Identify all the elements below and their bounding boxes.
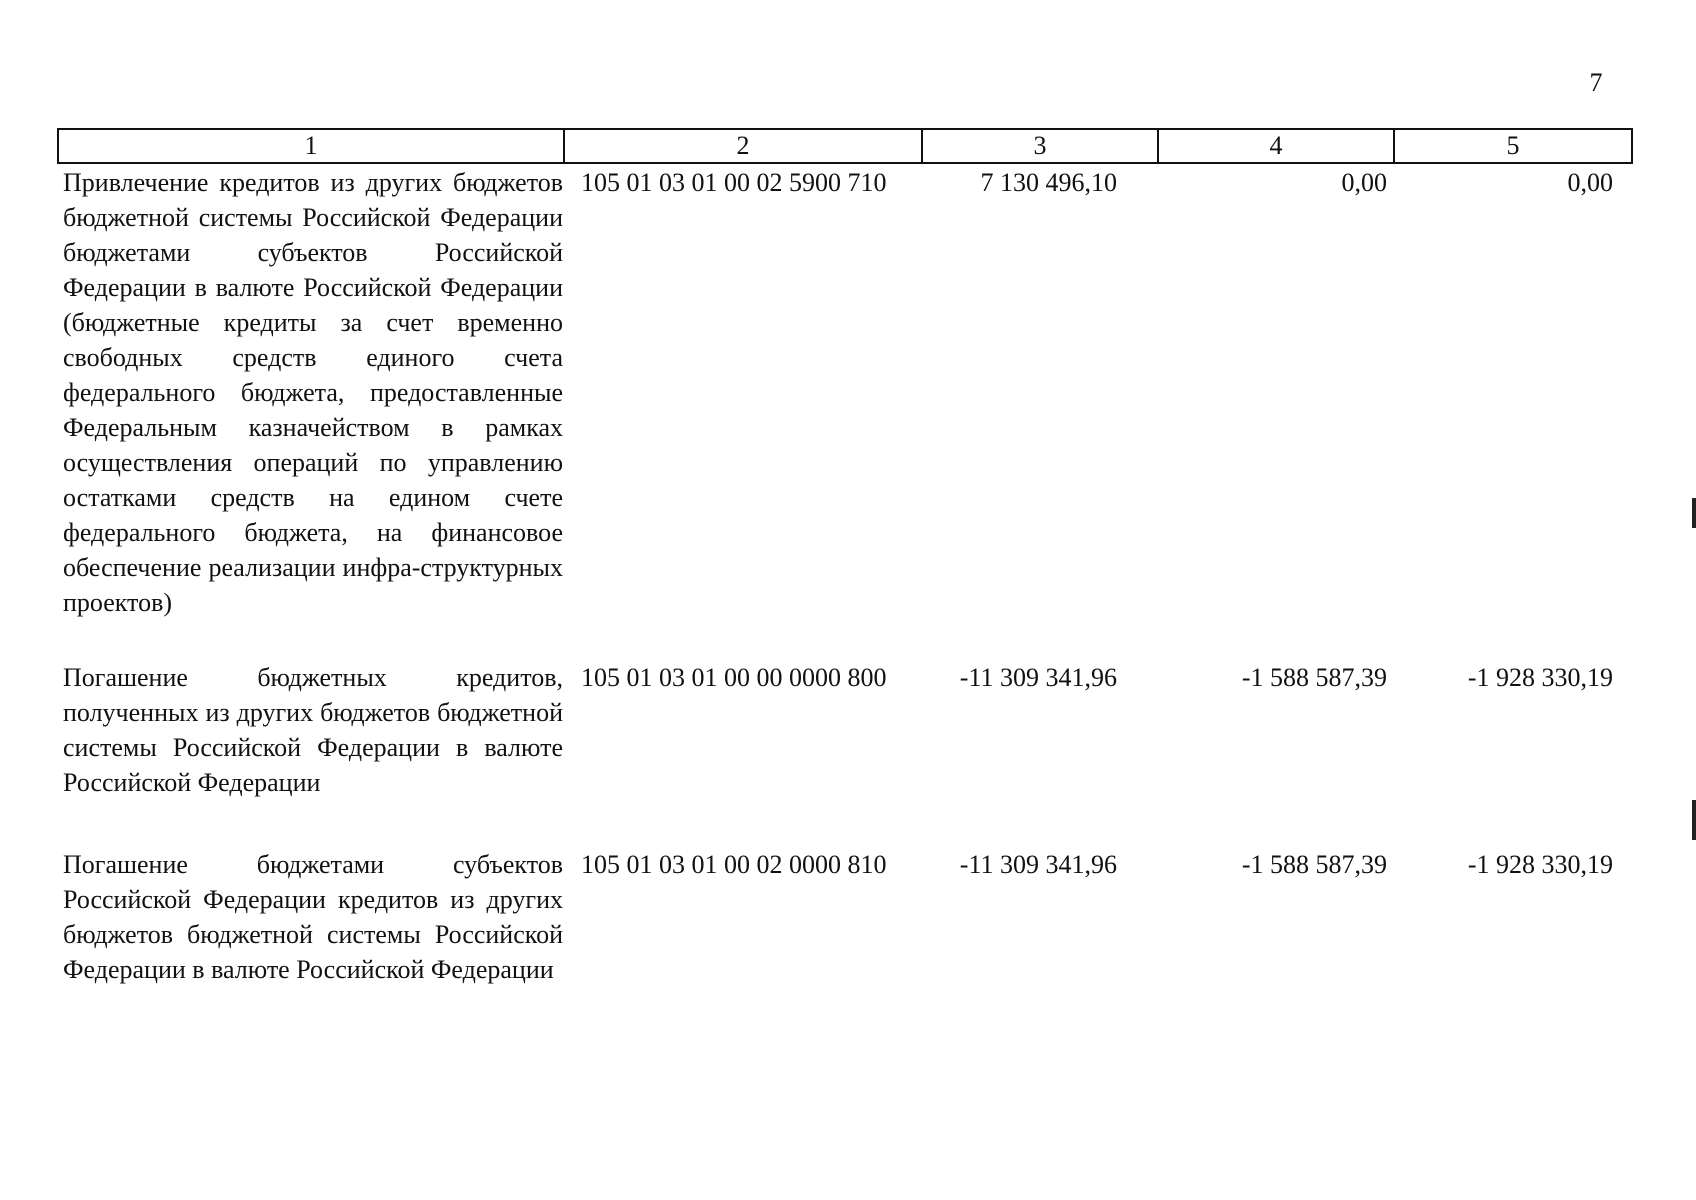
table-header-row [57,128,1633,164]
row-name: Погашение бюджетами субъектов Российской Федерации кредитов из других бюджетов бюджетной системы Российской Федерации в валюте Российской Федерации [63,850,563,984]
row-name: Погашение бюджетных кредитов, полученных из других бюджетов бюджетной системы Российской Федерации в валюте Российской Федерации [63,663,563,797]
column-header-5: 5 [1506,131,1520,160]
column-header-3: 3 [923,130,1159,162]
row-value-3: -11 309 341,96 [959,663,1117,692]
column-header-2: 2 [565,130,923,162]
column-header-1: 1 [59,130,565,162]
row-value-5: -1 928 330,19 [1467,663,1613,692]
scan-edge-mark [1692,498,1696,528]
row-value-4: 0,00 [1341,168,1387,197]
row-value-3: 7 130 496,10 [980,168,1117,197]
row-value-5: 0,00 [1567,168,1613,197]
row-value-3: -11 309 341,96 [959,850,1117,879]
row-name: Привлечение кредитов из других бюджетов бюджетной системы Российской Федерации бюджетами субъектов Российской Федерации в валюте Российской Федерации (бюджетные кредиты за счет временно свободных средств единого счета федерального бюджета, предоставленные Федеральным казначейством в рамках осуществления операций по управлению остатками средств на едином счете федерального бюджета, на финансовое обеспечение реализации инфра-структурных проектов) [63,168,563,617]
table-row [57,847,1633,1027]
page-number: 7 [1589,68,1603,97]
table-row [57,165,1633,655]
scan-edge-mark [1692,800,1696,840]
row-code: 105 01 03 01 00 02 0000 810 [581,850,887,879]
column-header-4: 4 [1159,130,1395,162]
table-row [57,660,1633,840]
row-value-5: -1 928 330,19 [1467,850,1613,879]
row-code: 105 01 03 01 00 00 0000 800 [581,663,887,692]
row-code: 105 01 03 01 00 02 5900 710 [581,168,887,197]
row-value-4: -1 588 587,39 [1241,663,1387,692]
row-value-4: -1 588 587,39 [1241,850,1387,879]
